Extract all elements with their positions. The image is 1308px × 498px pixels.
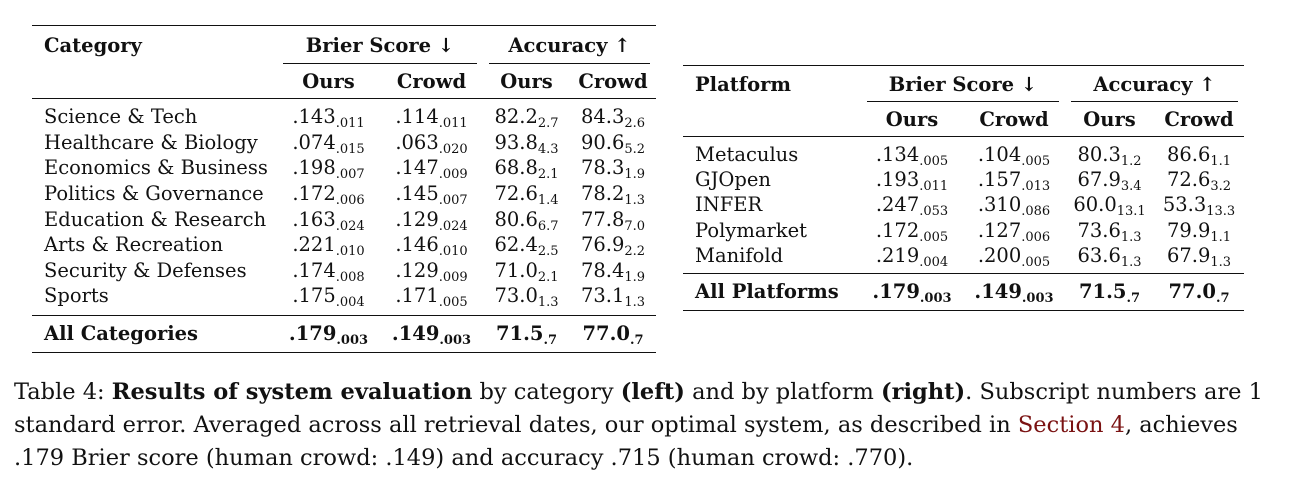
standard-error: 2.1: [537, 167, 559, 183]
cell-value: 73.1: [580, 284, 625, 308]
cell-value: .134: [875, 143, 920, 167]
cell-brier-ours: [861, 192, 963, 220]
cell-value: 71.0: [494, 258, 538, 282]
cell-value: .074: [292, 130, 336, 154]
platform-column-header: Platform: [695, 72, 792, 96]
standard-error: 1.9: [624, 269, 646, 285]
accuracy-crowd-header: Crowd: [1154, 102, 1244, 137]
cell-value: .198: [292, 156, 336, 180]
standard-error: .005: [438, 295, 468, 311]
cell-acc-crowd: [570, 315, 656, 352]
cell-acc-ours: [483, 283, 570, 315]
cell-value: 78.4: [580, 258, 625, 282]
cell-brier-crowd: [380, 258, 483, 284]
standard-error: .003: [336, 333, 369, 349]
cell-brier-ours: [277, 181, 380, 207]
table-row: [683, 192, 1244, 217]
table-row: [32, 99, 656, 130]
table-row: [683, 218, 1244, 243]
cell-acc-crowd: [570, 206, 656, 232]
cell-value: .063: [395, 130, 439, 154]
platform-rows: [683, 137, 1244, 311]
standard-error: 3.2: [1210, 179, 1232, 195]
cell-value: 62.4: [494, 233, 538, 257]
brier-crowd-header: Crowd: [380, 64, 483, 99]
row-label: Politics & Governance: [44, 182, 264, 206]
caption-bold-title: Results of system evaluation: [111, 379, 473, 405]
table-row: [32, 206, 656, 232]
cell-brier-crowd: [963, 167, 1065, 195]
brier-score-group-header: Brier Score ↓: [277, 26, 483, 65]
brier-ours-header: Ours: [277, 64, 380, 99]
standard-error: 1.3: [624, 295, 646, 311]
cell-acc-ours: [483, 155, 570, 181]
standard-error: 7.0: [624, 218, 646, 234]
cell-value: 72.6: [494, 182, 538, 206]
cell-acc-ours: [483, 206, 570, 232]
total-row: [683, 273, 1244, 310]
brier-crowd-header: Crowd: [963, 102, 1065, 137]
cell-acc-crowd: [1154, 243, 1244, 274]
standard-error: .007: [438, 193, 468, 209]
row-label: Sports: [44, 284, 109, 308]
standard-error: 1.3: [537, 295, 559, 311]
cell-value: 63.6: [1077, 243, 1121, 267]
standard-error: .005: [1021, 154, 1051, 170]
standard-error: .004: [335, 295, 365, 311]
cell-brier-crowd: [963, 243, 1065, 274]
cell-value: .114: [395, 105, 439, 129]
row-label: Healthcare & Biology: [44, 130, 258, 154]
cell-value: .171: [395, 284, 439, 308]
cell-brier-ours: [277, 206, 380, 232]
table-row: [32, 155, 656, 181]
cell-value: .127: [977, 218, 1022, 242]
standard-error: .7: [543, 333, 558, 349]
row-label: Economics & Business: [44, 156, 268, 180]
standard-error: 4.3: [537, 141, 559, 157]
cell-value: .247: [875, 193, 920, 217]
brier-ours-header: Ours: [861, 102, 963, 137]
row-label: Science & Tech: [44, 105, 198, 129]
row-label: Manifold: [695, 243, 784, 267]
row-label: GJOpen: [695, 168, 771, 192]
standard-error: 2.6: [624, 116, 646, 132]
cell-value: .149: [391, 322, 440, 346]
standard-error: .006: [335, 193, 365, 209]
standard-error: 1.1: [1210, 154, 1232, 170]
cell-acc-ours: [483, 315, 570, 352]
cell-value: 90.6: [580, 130, 625, 154]
cell-brier-ours: [861, 243, 963, 274]
standard-error: 13.3: [1206, 204, 1236, 220]
cell-value: .146: [395, 233, 439, 257]
cell-value: .147: [395, 156, 439, 180]
table-row: [32, 181, 656, 207]
standard-error: .015: [335, 141, 365, 157]
cell-acc-crowd: [570, 232, 656, 258]
standard-error: .010: [335, 244, 365, 260]
cell-value: 67.9: [1166, 243, 1211, 267]
table-row: [683, 167, 1244, 192]
cell-brier-crowd: [963, 273, 1065, 310]
cell-value: 77.0: [1168, 280, 1216, 304]
row-label: Education & Research: [44, 207, 267, 231]
standard-error: .7: [1215, 291, 1230, 307]
cell-acc-crowd: [1154, 167, 1244, 195]
cell-value: 71.5: [495, 322, 544, 346]
standard-error: .024: [335, 218, 365, 234]
cell-acc-ours: [1065, 218, 1154, 243]
cell-acc-ours: [1065, 137, 1154, 168]
standard-error: .053: [919, 204, 949, 220]
section-4-link[interactable]: Section 4: [1017, 412, 1125, 438]
cell-value: .104: [977, 143, 1022, 167]
standard-error: 1.3: [1120, 254, 1142, 270]
caption-bold-right: (right): [880, 379, 966, 405]
cell-brier-ours: [277, 258, 380, 284]
cell-brier-crowd: [380, 155, 483, 181]
cell-acc-ours: [483, 99, 570, 130]
cell-value: 73.6: [1077, 218, 1121, 242]
cell-brier-crowd: [963, 137, 1065, 168]
standard-error: 6.7: [537, 218, 559, 234]
standard-error: .7: [1126, 291, 1141, 307]
cell-value: .179: [872, 280, 920, 304]
cell-acc-crowd: [1154, 137, 1244, 168]
standard-error: .004: [919, 254, 949, 270]
standard-error: .020: [438, 141, 468, 157]
category-column-header: Category: [44, 33, 142, 57]
cell-value: 76.9: [580, 233, 625, 257]
total-row: [32, 315, 656, 352]
platform-results-table: [683, 65, 1244, 311]
cell-value: .174: [292, 258, 336, 282]
standard-error: .010: [438, 244, 468, 260]
cell-brier-crowd: [380, 232, 483, 258]
standard-error: .011: [438, 116, 468, 132]
cell-value: 71.5: [1078, 280, 1127, 304]
cell-value: .221: [292, 233, 336, 257]
standard-error: .008: [335, 269, 365, 285]
accuracy-ours-header: Ours: [1065, 102, 1154, 137]
standard-error: 13.1: [1116, 204, 1146, 220]
standard-error: .003: [919, 291, 952, 307]
standard-error: .005: [919, 154, 949, 170]
standard-error: 1.3: [1120, 229, 1142, 245]
cell-brier-crowd: [380, 206, 483, 232]
cell-brier-ours: [277, 155, 380, 181]
row-label: Security & Defenses: [44, 258, 247, 282]
standard-error: .003: [1021, 291, 1054, 307]
standard-error: .005: [1021, 254, 1051, 270]
cell-brier-ours: [861, 273, 963, 310]
standard-error: 2.1: [537, 269, 559, 285]
cell-value: 60.0: [1073, 193, 1117, 217]
standard-error: 2.2: [624, 244, 646, 260]
cell-value: .149: [974, 280, 1022, 304]
cell-brier-crowd: [380, 130, 483, 156]
row-label: Polymarket: [695, 218, 807, 242]
cell-acc-crowd: [570, 258, 656, 284]
cell-acc-ours: [1065, 243, 1154, 274]
category-results-table: [32, 25, 656, 353]
cell-value: .172: [875, 218, 920, 242]
cell-acc-ours: [483, 130, 570, 156]
standard-error: 1.2: [1120, 154, 1142, 170]
standard-error: 1.4: [537, 193, 559, 209]
caption-text: . Subscript numbers are 1 standard error. Averaged across all retrieval dates, our optimal system, as described in: [14, 379, 1263, 438]
category-rows: [32, 99, 656, 353]
cell-value: 78.3: [580, 156, 625, 180]
cell-brier-crowd: [380, 283, 483, 315]
table-row: [32, 258, 656, 284]
cell-acc-ours: [1065, 192, 1154, 220]
cell-value: 93.8: [494, 130, 538, 154]
cell-brier-ours: [277, 232, 380, 258]
standard-error: 1.9: [624, 167, 646, 183]
standard-error: .005: [919, 229, 949, 245]
row-label: INFER: [695, 193, 763, 217]
table-row: [683, 137, 1244, 168]
cell-brier-ours: [277, 99, 380, 130]
cell-brier-ours: [861, 167, 963, 195]
row-label: Arts & Recreation: [44, 233, 224, 257]
cell-acc-crowd: [570, 130, 656, 156]
cell-value: 79.9: [1166, 218, 1211, 242]
caption-text: by category: [472, 379, 621, 405]
cell-acc-ours: [1065, 167, 1154, 195]
cell-value: .175: [292, 284, 336, 308]
cell-value: 67.9: [1077, 168, 1121, 192]
accuracy-group-header: Accuracy ↑: [483, 26, 656, 65]
standard-error: 2.7: [537, 116, 559, 132]
caption-text: and by platform: [684, 379, 881, 405]
cell-value: .172: [292, 182, 336, 206]
accuracy-ours-header: Ours: [483, 64, 570, 99]
standard-error: .007: [335, 167, 365, 183]
cell-brier-crowd: [380, 181, 483, 207]
cell-acc-crowd: [570, 283, 656, 315]
standard-error: .011: [919, 179, 949, 195]
standard-error: .006: [1021, 229, 1051, 245]
cell-value: 84.3: [580, 105, 625, 129]
cell-acc-crowd: [1154, 273, 1244, 310]
standard-error: .003: [439, 333, 472, 349]
table-row: [32, 232, 656, 258]
row-label: Metaculus: [695, 143, 799, 167]
standard-error: .086: [1021, 204, 1051, 220]
cell-value: .145: [395, 182, 439, 206]
table-row: [32, 283, 656, 315]
table-row: [683, 243, 1244, 274]
cell-acc-crowd: [570, 99, 656, 130]
row-label: All Platforms: [683, 273, 861, 310]
cell-value: 53.3: [1162, 193, 1207, 217]
cell-value: 86.6: [1166, 143, 1211, 167]
cell-value: .219: [875, 243, 920, 267]
caption-bold-left: (left): [620, 379, 685, 405]
cell-brier-ours: [861, 218, 963, 243]
row-label: All Categories: [32, 315, 277, 352]
cell-brier-crowd: [380, 99, 483, 130]
cell-brier-ours: [277, 283, 380, 315]
cell-value: 82.2: [494, 105, 538, 129]
table-caption: [14, 376, 1284, 475]
cell-brier-crowd: [963, 218, 1065, 243]
cell-brier-crowd: [380, 315, 483, 352]
caption-text: , achieves .179 Brier score (human crowd: .149) and accuracy .715 (human crowd: .770).: [14, 412, 1238, 471]
cell-value: .193: [875, 168, 920, 192]
standard-error: 5.2: [624, 141, 646, 157]
cell-brier-ours: [277, 315, 380, 352]
cell-acc-crowd: [1154, 192, 1244, 220]
standard-error: 2.5: [537, 244, 559, 260]
cell-value: .129: [395, 258, 439, 282]
accuracy-group-header: Accuracy ↑: [1065, 66, 1244, 103]
cell-value: .157: [977, 168, 1022, 192]
standard-error: 1.1: [1210, 229, 1232, 245]
cell-value: .143: [292, 105, 336, 129]
caption-prefix: Table 4:: [14, 379, 112, 405]
table-row: [32, 130, 656, 156]
cell-value: 78.2: [580, 182, 625, 206]
cell-acc-ours: [483, 181, 570, 207]
accuracy-crowd-header: Crowd: [570, 64, 656, 99]
brier-score-group-header: Brier Score ↓: [861, 66, 1065, 103]
standard-error: 3.4: [1120, 179, 1142, 195]
standard-error: .011: [335, 116, 365, 132]
standard-error: .024: [438, 218, 468, 234]
cell-value: .200: [977, 243, 1022, 267]
cell-acc-ours: [1065, 273, 1154, 310]
cell-value: 72.6: [1166, 168, 1211, 192]
cell-acc-ours: [483, 258, 570, 284]
cell-value: 77.8: [580, 207, 625, 231]
cell-value: .163: [292, 207, 336, 231]
cell-value: .310: [977, 193, 1022, 217]
standard-error: .009: [438, 167, 468, 183]
standard-error: .009: [438, 269, 468, 285]
standard-error: 1.3: [624, 193, 646, 209]
cell-acc-ours: [483, 232, 570, 258]
standard-error: 1.3: [1210, 254, 1232, 270]
cell-brier-ours: [277, 130, 380, 156]
cell-acc-crowd: [1154, 218, 1244, 243]
cell-acc-crowd: [570, 155, 656, 181]
cell-value: 80.3: [1077, 143, 1121, 167]
cell-brier-ours: [861, 137, 963, 168]
cell-acc-crowd: [570, 181, 656, 207]
cell-value: 77.0: [582, 322, 630, 346]
cell-value: .129: [395, 207, 439, 231]
standard-error: .7: [629, 333, 644, 349]
cell-value: .179: [288, 322, 337, 346]
cell-value: 73.0: [494, 284, 538, 308]
standard-error: .013: [1021, 179, 1051, 195]
cell-value: 68.8: [494, 156, 538, 180]
cell-value: 80.6: [494, 207, 538, 231]
cell-brier-crowd: [963, 192, 1065, 220]
